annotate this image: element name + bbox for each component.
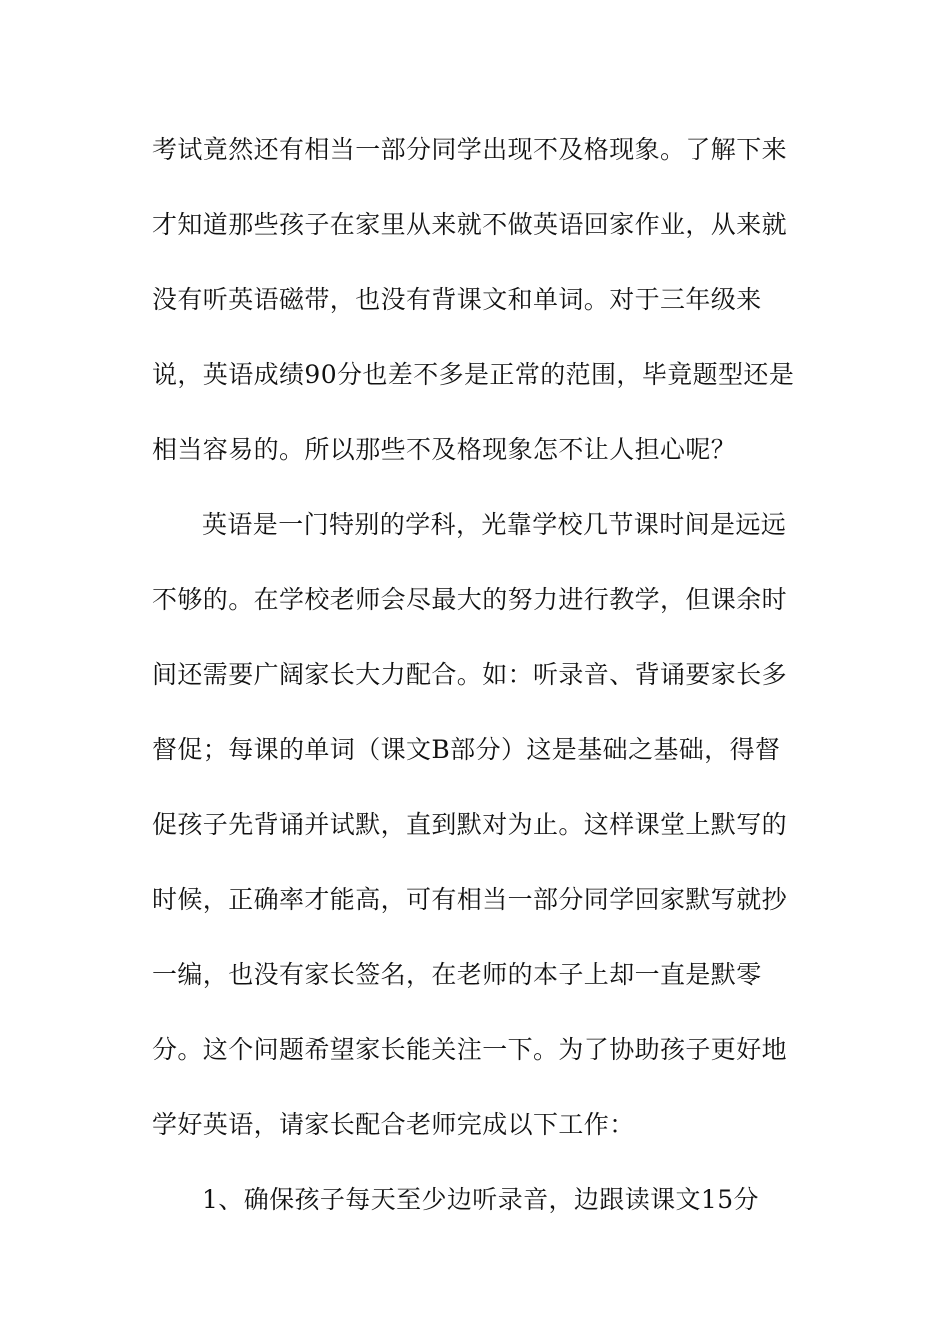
- text-line: 英语是一门特别的学科，光靠学校几节课时间是远远: [202, 510, 787, 539]
- text-line: 时候，正确率才能高，可有相当一部分同学回家默写就抄: [152, 885, 788, 914]
- text-line: 才知道那些孩子在家里从来就不做英语回家作业，从来就: [152, 210, 788, 239]
- text-line: 说，英语成绩90分也差不多是正常的范围，毕竟题型还是: [152, 360, 795, 389]
- text-line: 不够的。在学校老师会尽最大的努力进行教学，但课余时: [152, 585, 788, 614]
- text-line: 促孩子先背诵并试默，直到默对为止。这样课堂上默写的: [152, 810, 788, 839]
- text-line: 分。这个问题希望家长能关注一下。为了协助孩子更好地: [152, 1035, 788, 1064]
- text-line: 一编，也没有家长签名，在老师的本子上却一直是默零: [152, 960, 762, 989]
- text-line: 没有听英语磁带，也没有背课文和单词。对于三年级来: [152, 285, 762, 314]
- text-line: 间还需要广阔家长大力配合。如：听录音、背诵要家长多: [152, 660, 788, 689]
- text-line: 督促；每课的单词（课文B部分）这是基础之基础，得督: [152, 735, 781, 764]
- text-line: 学好英语，请家长配合老师完成以下工作：: [152, 1110, 635, 1139]
- text-line: 1、确保孩子每天至少边听录音，边跟读课文15分: [202, 1185, 759, 1214]
- text-line: 考试竟然还有相当一部分同学出现不及格现象。了解下来: [152, 135, 788, 164]
- text-line: 相当容易的。所以那些不及格现象怎不让人担心呢？: [152, 435, 737, 464]
